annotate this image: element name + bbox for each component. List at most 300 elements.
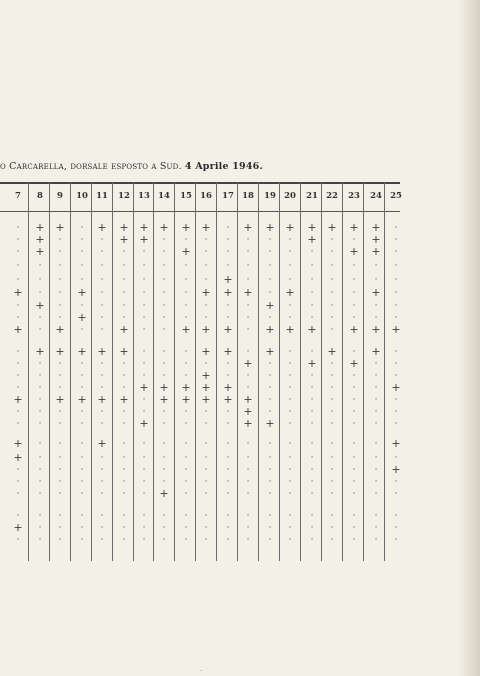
table-cell-plus: + bbox=[139, 381, 149, 394]
table-cell-dot: · bbox=[288, 511, 292, 521]
table-cell-plus: + bbox=[181, 221, 191, 234]
table-cell-dot: · bbox=[100, 275, 104, 285]
table-cell-dot: · bbox=[394, 288, 398, 298]
table-cell-dot: · bbox=[330, 359, 334, 369]
table-cell-dot: · bbox=[38, 419, 42, 429]
table-cell-plus: + bbox=[371, 286, 381, 299]
table-cell-dot: · bbox=[330, 453, 334, 463]
table-cell-dot: · bbox=[246, 235, 250, 245]
table-cell-dot: · bbox=[394, 235, 398, 245]
column-rule bbox=[70, 183, 71, 561]
table-cell-dot: · bbox=[58, 359, 62, 369]
table-cell-dot: · bbox=[16, 313, 20, 323]
table-cell-dot: · bbox=[204, 261, 208, 271]
column-header-25: 25 bbox=[390, 191, 402, 201]
table-cell-dot: · bbox=[122, 419, 126, 429]
table-cell-dot: · bbox=[330, 439, 334, 449]
table-cell-dot: · bbox=[162, 419, 166, 429]
column-header-17: 17 bbox=[222, 191, 234, 201]
column-header-10: 10 bbox=[76, 191, 88, 201]
table-cell-dot: · bbox=[352, 275, 356, 285]
table-cell-dot: · bbox=[204, 275, 208, 285]
column-header-23: 23 bbox=[348, 191, 360, 201]
table-cell-dot: · bbox=[100, 301, 104, 311]
table-cell-dot: · bbox=[184, 511, 188, 521]
table-cell-dot: · bbox=[122, 511, 126, 521]
table-cell-plus: + bbox=[243, 221, 253, 234]
table-cell-plus: + bbox=[223, 286, 233, 299]
table-cell-dot: · bbox=[310, 347, 314, 357]
table-cell-dot: · bbox=[58, 523, 62, 533]
table-cell-dot: · bbox=[394, 535, 398, 545]
table-cell-dot: · bbox=[80, 489, 84, 499]
table-cell-plus: + bbox=[201, 369, 211, 382]
table-cell-dot: · bbox=[142, 275, 146, 285]
table-cell-dot: · bbox=[374, 313, 378, 323]
table-cell-plus: + bbox=[55, 345, 65, 358]
table-cell-dot: · bbox=[226, 247, 230, 257]
column-header-20: 20 bbox=[284, 191, 296, 201]
table-cell-dot: · bbox=[374, 439, 378, 449]
table-cell-dot: · bbox=[394, 477, 398, 487]
table-cell-plus: + bbox=[159, 487, 169, 500]
table-cell-dot: · bbox=[184, 477, 188, 487]
table-cell-dot: · bbox=[184, 453, 188, 463]
table-cell-dot: · bbox=[122, 383, 126, 393]
table-cell-dot: · bbox=[204, 301, 208, 311]
table-cell-dot: · bbox=[38, 275, 42, 285]
table-cell-plus: + bbox=[371, 323, 381, 336]
table-cell-plus: + bbox=[181, 245, 191, 258]
table-cell-dot: · bbox=[330, 313, 334, 323]
table-cell-dot: · bbox=[16, 235, 20, 245]
table-cell-dot: · bbox=[100, 383, 104, 393]
table-cell-dot: · bbox=[394, 313, 398, 323]
table-cell-plus: + bbox=[97, 437, 107, 450]
table-cell-dot: · bbox=[352, 301, 356, 311]
table-cell-dot: · bbox=[352, 489, 356, 499]
table-cell-dot: · bbox=[330, 325, 334, 335]
table-cell-dot: · bbox=[394, 371, 398, 381]
table-cell-dot: · bbox=[204, 523, 208, 533]
table-cell-dot: · bbox=[142, 477, 146, 487]
table-cell-dot: · bbox=[374, 477, 378, 487]
table-cell-dot: · bbox=[142, 325, 146, 335]
table-cell-dot: · bbox=[184, 523, 188, 533]
table-cell-dot: · bbox=[58, 261, 62, 271]
table-cell-dot: · bbox=[122, 477, 126, 487]
table-cell-dot: · bbox=[100, 477, 104, 487]
table-cell-dot: · bbox=[16, 371, 20, 381]
table-cell-dot: · bbox=[246, 261, 250, 271]
table-cell-dot: · bbox=[330, 535, 334, 545]
table-cell-dot: · bbox=[352, 383, 356, 393]
table-cell-dot: · bbox=[58, 275, 62, 285]
table-cell-plus: + bbox=[119, 233, 129, 246]
table-cell-plus: + bbox=[265, 417, 275, 430]
table-cell-dot: · bbox=[80, 247, 84, 257]
table-cell-plus: + bbox=[243, 417, 253, 430]
table-cell-plus: + bbox=[285, 286, 295, 299]
table-cell-dot: · bbox=[58, 477, 62, 487]
table-cell-plus: + bbox=[13, 323, 23, 336]
caption-date: 4 Aprile 1946. bbox=[184, 161, 263, 172]
table-cell-dot: · bbox=[268, 275, 272, 285]
table-cell-plus: + bbox=[371, 233, 381, 246]
table-cell-dot: · bbox=[38, 535, 42, 545]
table-cell-dot: · bbox=[80, 301, 84, 311]
table-cell-plus: + bbox=[139, 417, 149, 430]
table-cell-dot: · bbox=[310, 477, 314, 487]
table-cell-dot: · bbox=[374, 359, 378, 369]
table-cell-dot: · bbox=[142, 465, 146, 475]
table-cell-plus: + bbox=[285, 221, 295, 234]
table-cell-plus: + bbox=[371, 245, 381, 258]
table-cell-dot: · bbox=[58, 371, 62, 381]
table-cell-dot: · bbox=[374, 523, 378, 533]
table-cell-dot: · bbox=[268, 288, 272, 298]
table-cell-dot: · bbox=[288, 261, 292, 271]
table-cell-dot: · bbox=[226, 535, 230, 545]
table-cell-dot: · bbox=[162, 301, 166, 311]
table-cell-dot: · bbox=[142, 261, 146, 271]
table-cell-dot: · bbox=[268, 235, 272, 245]
table-cell-dot: · bbox=[394, 419, 398, 429]
table-cell-plus: + bbox=[223, 381, 233, 394]
table-cell-dot: · bbox=[226, 235, 230, 245]
table-cell-plus: + bbox=[77, 345, 87, 358]
table-cell-dot: · bbox=[38, 511, 42, 521]
table-cell-dot: · bbox=[16, 347, 20, 357]
table-cell-dot: · bbox=[100, 407, 104, 417]
table-cell-dot: · bbox=[288, 301, 292, 311]
table-cell-dot: · bbox=[162, 439, 166, 449]
table-cell-plus: + bbox=[265, 221, 275, 234]
table-cell-plus: + bbox=[35, 245, 45, 258]
table-cell-dot: · bbox=[288, 419, 292, 429]
table-cell-plus: + bbox=[391, 323, 401, 336]
column-rule bbox=[300, 183, 301, 561]
table-cell-dot: · bbox=[394, 453, 398, 463]
table-cell-dot: · bbox=[184, 288, 188, 298]
table-cell-dot: · bbox=[38, 477, 42, 487]
table-cell-plus: + bbox=[307, 221, 317, 234]
table-cell-dot: · bbox=[330, 395, 334, 405]
table-cell-dot: · bbox=[58, 439, 62, 449]
table-cell-dot: · bbox=[16, 275, 20, 285]
table-cell-dot: · bbox=[374, 261, 378, 271]
table-cell-dot: · bbox=[288, 489, 292, 499]
table-cell-dot: · bbox=[268, 371, 272, 381]
table-cell-dot: · bbox=[80, 523, 84, 533]
table-cell-dot: · bbox=[246, 535, 250, 545]
column-rule bbox=[216, 183, 217, 561]
table-cell-plus: + bbox=[391, 381, 401, 394]
table-cell-dot: · bbox=[204, 439, 208, 449]
table-cell-dot: · bbox=[374, 275, 378, 285]
table-cell-dot: · bbox=[122, 371, 126, 381]
table-cell-dot: · bbox=[268, 261, 272, 271]
table-cell-dot: · bbox=[142, 489, 146, 499]
table-cell-dot: · bbox=[122, 275, 126, 285]
table-cell-plus: + bbox=[77, 393, 87, 406]
table-cell-dot: · bbox=[394, 489, 398, 499]
column-header-18: 18 bbox=[242, 191, 254, 201]
column-rule bbox=[174, 183, 175, 561]
table-cell-dot: · bbox=[394, 247, 398, 257]
table-cell-dot: · bbox=[288, 453, 292, 463]
table-cell-dot: · bbox=[268, 395, 272, 405]
table-cell-dot: · bbox=[38, 371, 42, 381]
table-cell-dot: · bbox=[310, 371, 314, 381]
table-cell-dot: · bbox=[80, 419, 84, 429]
table-cell-dot: · bbox=[122, 439, 126, 449]
table-cell-dot: · bbox=[288, 235, 292, 245]
table-cell-dot: · bbox=[80, 371, 84, 381]
table-cell-dot: · bbox=[80, 235, 84, 245]
table-cell-dot: · bbox=[16, 489, 20, 499]
table-cell-plus: + bbox=[181, 323, 191, 336]
table-cell-dot: · bbox=[310, 261, 314, 271]
table-cell-dot: · bbox=[226, 465, 230, 475]
table-cell-plus: + bbox=[201, 323, 211, 336]
table-cell-plus: + bbox=[13, 393, 23, 406]
table-cell-dot: · bbox=[394, 223, 398, 233]
table-cell-plus: + bbox=[119, 345, 129, 358]
table-cell-dot: · bbox=[80, 535, 84, 545]
table-cell-dot: · bbox=[142, 247, 146, 257]
table-cell-dot: · bbox=[184, 419, 188, 429]
table-cell-dot: · bbox=[38, 439, 42, 449]
table-cell-dot: · bbox=[100, 359, 104, 369]
table-cell-dot: · bbox=[374, 535, 378, 545]
table-cell-dot: · bbox=[246, 523, 250, 533]
table-cell-plus: + bbox=[35, 299, 45, 312]
table-cell-dot: · bbox=[374, 301, 378, 311]
table-cell-plus: + bbox=[265, 345, 275, 358]
table-cell-dot: · bbox=[330, 407, 334, 417]
table-cell-dot: · bbox=[184, 489, 188, 499]
table-cell-dot: · bbox=[288, 371, 292, 381]
table-cell-dot: · bbox=[142, 511, 146, 521]
table-cell-plus: + bbox=[77, 286, 87, 299]
table-cell-plus: + bbox=[13, 437, 23, 450]
table-cell-plus: + bbox=[159, 393, 169, 406]
table-cell-dot: · bbox=[162, 477, 166, 487]
table-cell-dot: · bbox=[330, 523, 334, 533]
table-cell-plus: + bbox=[119, 221, 129, 234]
table-cell-dot: · bbox=[80, 325, 84, 335]
table-cell-dot: · bbox=[122, 523, 126, 533]
table-cell-dot: · bbox=[288, 523, 292, 533]
table-cell-dot: · bbox=[394, 347, 398, 357]
table-cell-dot: · bbox=[268, 313, 272, 323]
column-header-16: 16 bbox=[200, 191, 212, 201]
table-cell-dot: · bbox=[16, 477, 20, 487]
table-cell-dot: · bbox=[310, 439, 314, 449]
table-cell-dot: · bbox=[162, 465, 166, 475]
table-cell-dot: · bbox=[58, 301, 62, 311]
table-cell-dot: · bbox=[162, 347, 166, 357]
table-cell-plus: + bbox=[77, 311, 87, 324]
table-cell-plus: + bbox=[243, 286, 253, 299]
table-cell-dot: · bbox=[226, 301, 230, 311]
table-cell-plus: + bbox=[349, 323, 359, 336]
table-cell-dot: · bbox=[374, 453, 378, 463]
table-cell-dot: · bbox=[268, 477, 272, 487]
table-cell-plus: + bbox=[327, 221, 337, 234]
table-cell-dot: · bbox=[184, 439, 188, 449]
table-cell-dot: · bbox=[330, 477, 334, 487]
table-cell-dot: · bbox=[80, 453, 84, 463]
table-cell-dot: · bbox=[352, 407, 356, 417]
table-cell-plus: + bbox=[35, 345, 45, 358]
table-cell-plus: + bbox=[55, 323, 65, 336]
table-cell-dot: · bbox=[288, 359, 292, 369]
table-cell-dot: · bbox=[162, 523, 166, 533]
table-cell-dot: · bbox=[394, 359, 398, 369]
table-cell-plus: + bbox=[55, 393, 65, 406]
table-cell-dot: · bbox=[246, 313, 250, 323]
table-cell-dot: · bbox=[38, 395, 42, 405]
table-cell-dot: · bbox=[374, 489, 378, 499]
table-cell-dot: · bbox=[58, 453, 62, 463]
table-cell-plus: + bbox=[159, 381, 169, 394]
table-cell-dot: · bbox=[100, 465, 104, 475]
table-cell-dot: · bbox=[310, 395, 314, 405]
table-cell-dot: · bbox=[288, 535, 292, 545]
table-cell-dot: · bbox=[226, 477, 230, 487]
table-cell-dot: · bbox=[162, 247, 166, 257]
table-cell-plus: + bbox=[265, 323, 275, 336]
table-cell-dot: · bbox=[246, 275, 250, 285]
table-cell-dot: · bbox=[80, 261, 84, 271]
table-cell-dot: · bbox=[226, 511, 230, 521]
table-cell-dot: · bbox=[352, 288, 356, 298]
table-cell-plus: + bbox=[243, 405, 253, 418]
table-cell-dot: · bbox=[246, 439, 250, 449]
table-cell-plus: + bbox=[223, 393, 233, 406]
column-header-24: 24 bbox=[370, 191, 382, 201]
table-cell-dot: · bbox=[38, 523, 42, 533]
table-cell-plus: + bbox=[97, 345, 107, 358]
table-cell-dot: · bbox=[80, 407, 84, 417]
table-cell-dot: · bbox=[162, 359, 166, 369]
table-cell-plus: + bbox=[119, 393, 129, 406]
table-cell-dot: · bbox=[80, 223, 84, 233]
table-cell-dot: · bbox=[394, 523, 398, 533]
table-cell-dot: · bbox=[100, 247, 104, 257]
table-cell-plus: + bbox=[391, 437, 401, 450]
table-cell-dot: · bbox=[38, 313, 42, 323]
table-cell-dot: · bbox=[58, 511, 62, 521]
table-cell-dot: · bbox=[80, 477, 84, 487]
table-cell-plus: + bbox=[13, 451, 23, 464]
table-cell-dot: · bbox=[122, 535, 126, 545]
table-cell-dot: · bbox=[80, 383, 84, 393]
table-cell-dot: · bbox=[122, 247, 126, 257]
table-cell-dot: · bbox=[38, 407, 42, 417]
column-header-19: 19 bbox=[264, 191, 276, 201]
table-cell-dot: · bbox=[142, 453, 146, 463]
table-cell-dot: · bbox=[226, 407, 230, 417]
table-cell-dot: · bbox=[394, 261, 398, 271]
table-cell-dot: · bbox=[226, 523, 230, 533]
table-cell-plus: + bbox=[243, 393, 253, 406]
table-cell-dot: · bbox=[58, 383, 62, 393]
table-cell-dot: · bbox=[38, 288, 42, 298]
table-cell-plus: + bbox=[181, 393, 191, 406]
table-cell-dot: · bbox=[80, 439, 84, 449]
table-cell-dot: · bbox=[288, 347, 292, 357]
table-cell-dot: · bbox=[310, 288, 314, 298]
table-cell-dot: · bbox=[226, 439, 230, 449]
table-cell-dot: · bbox=[58, 288, 62, 298]
table-cell-dot: · bbox=[80, 465, 84, 475]
table-cell-dot: · bbox=[226, 359, 230, 369]
table-cell-dot: · bbox=[374, 419, 378, 429]
column-rule bbox=[112, 183, 113, 561]
table-cell-dot: · bbox=[100, 325, 104, 335]
table-cell-dot: · bbox=[122, 313, 126, 323]
table-cell-dot: · bbox=[330, 261, 334, 271]
table-cell-dot: · bbox=[184, 407, 188, 417]
table-cell-dot: · bbox=[330, 383, 334, 393]
table-cell-dot: · bbox=[226, 371, 230, 381]
table-cell-dot: · bbox=[162, 288, 166, 298]
table-cell-dot: · bbox=[162, 275, 166, 285]
table-cell-dot: · bbox=[58, 489, 62, 499]
table-cell-dot: · bbox=[80, 511, 84, 521]
table-cell-dot: · bbox=[310, 301, 314, 311]
table-cell-dot: · bbox=[246, 247, 250, 257]
table-cell-dot: · bbox=[330, 511, 334, 521]
column-rule bbox=[258, 183, 259, 561]
table-cell-dot: · bbox=[310, 313, 314, 323]
table-cell-dot: · bbox=[58, 535, 62, 545]
table-cell-dot: · bbox=[204, 511, 208, 521]
table-cell-dot: · bbox=[330, 288, 334, 298]
table-cell-dot: · bbox=[204, 419, 208, 429]
table-cell-plus: + bbox=[349, 357, 359, 370]
table-cell-dot: · bbox=[100, 419, 104, 429]
table-cell-plus: + bbox=[55, 221, 65, 234]
table-cell-plus: + bbox=[13, 521, 23, 534]
table-cell-dot: · bbox=[142, 407, 146, 417]
table-cell-dot: · bbox=[374, 371, 378, 381]
table-cell-dot: · bbox=[352, 419, 356, 429]
table-cell-dot: · bbox=[310, 453, 314, 463]
table-cell-dot: · bbox=[38, 383, 42, 393]
table-cell-dot: · bbox=[204, 489, 208, 499]
table-cell-dot: · bbox=[58, 247, 62, 257]
table-cell-dot: · bbox=[58, 313, 62, 323]
table-cell-dot: · bbox=[204, 535, 208, 545]
table-cell-dot: · bbox=[16, 511, 20, 521]
table-cell-dot: · bbox=[162, 313, 166, 323]
table-cell-dot: · bbox=[226, 419, 230, 429]
table-cell-dot: · bbox=[58, 419, 62, 429]
table-cell-plus: + bbox=[349, 245, 359, 258]
table-cell-dot: · bbox=[394, 395, 398, 405]
table-cell-dot: · bbox=[268, 407, 272, 417]
table-cell-dot: · bbox=[204, 359, 208, 369]
table-cell-dot: · bbox=[122, 359, 126, 369]
table-cell-dot: · bbox=[352, 313, 356, 323]
table-cell-dot: · bbox=[310, 383, 314, 393]
table-cell-dot: · bbox=[310, 275, 314, 285]
table-cell-plus: + bbox=[97, 221, 107, 234]
